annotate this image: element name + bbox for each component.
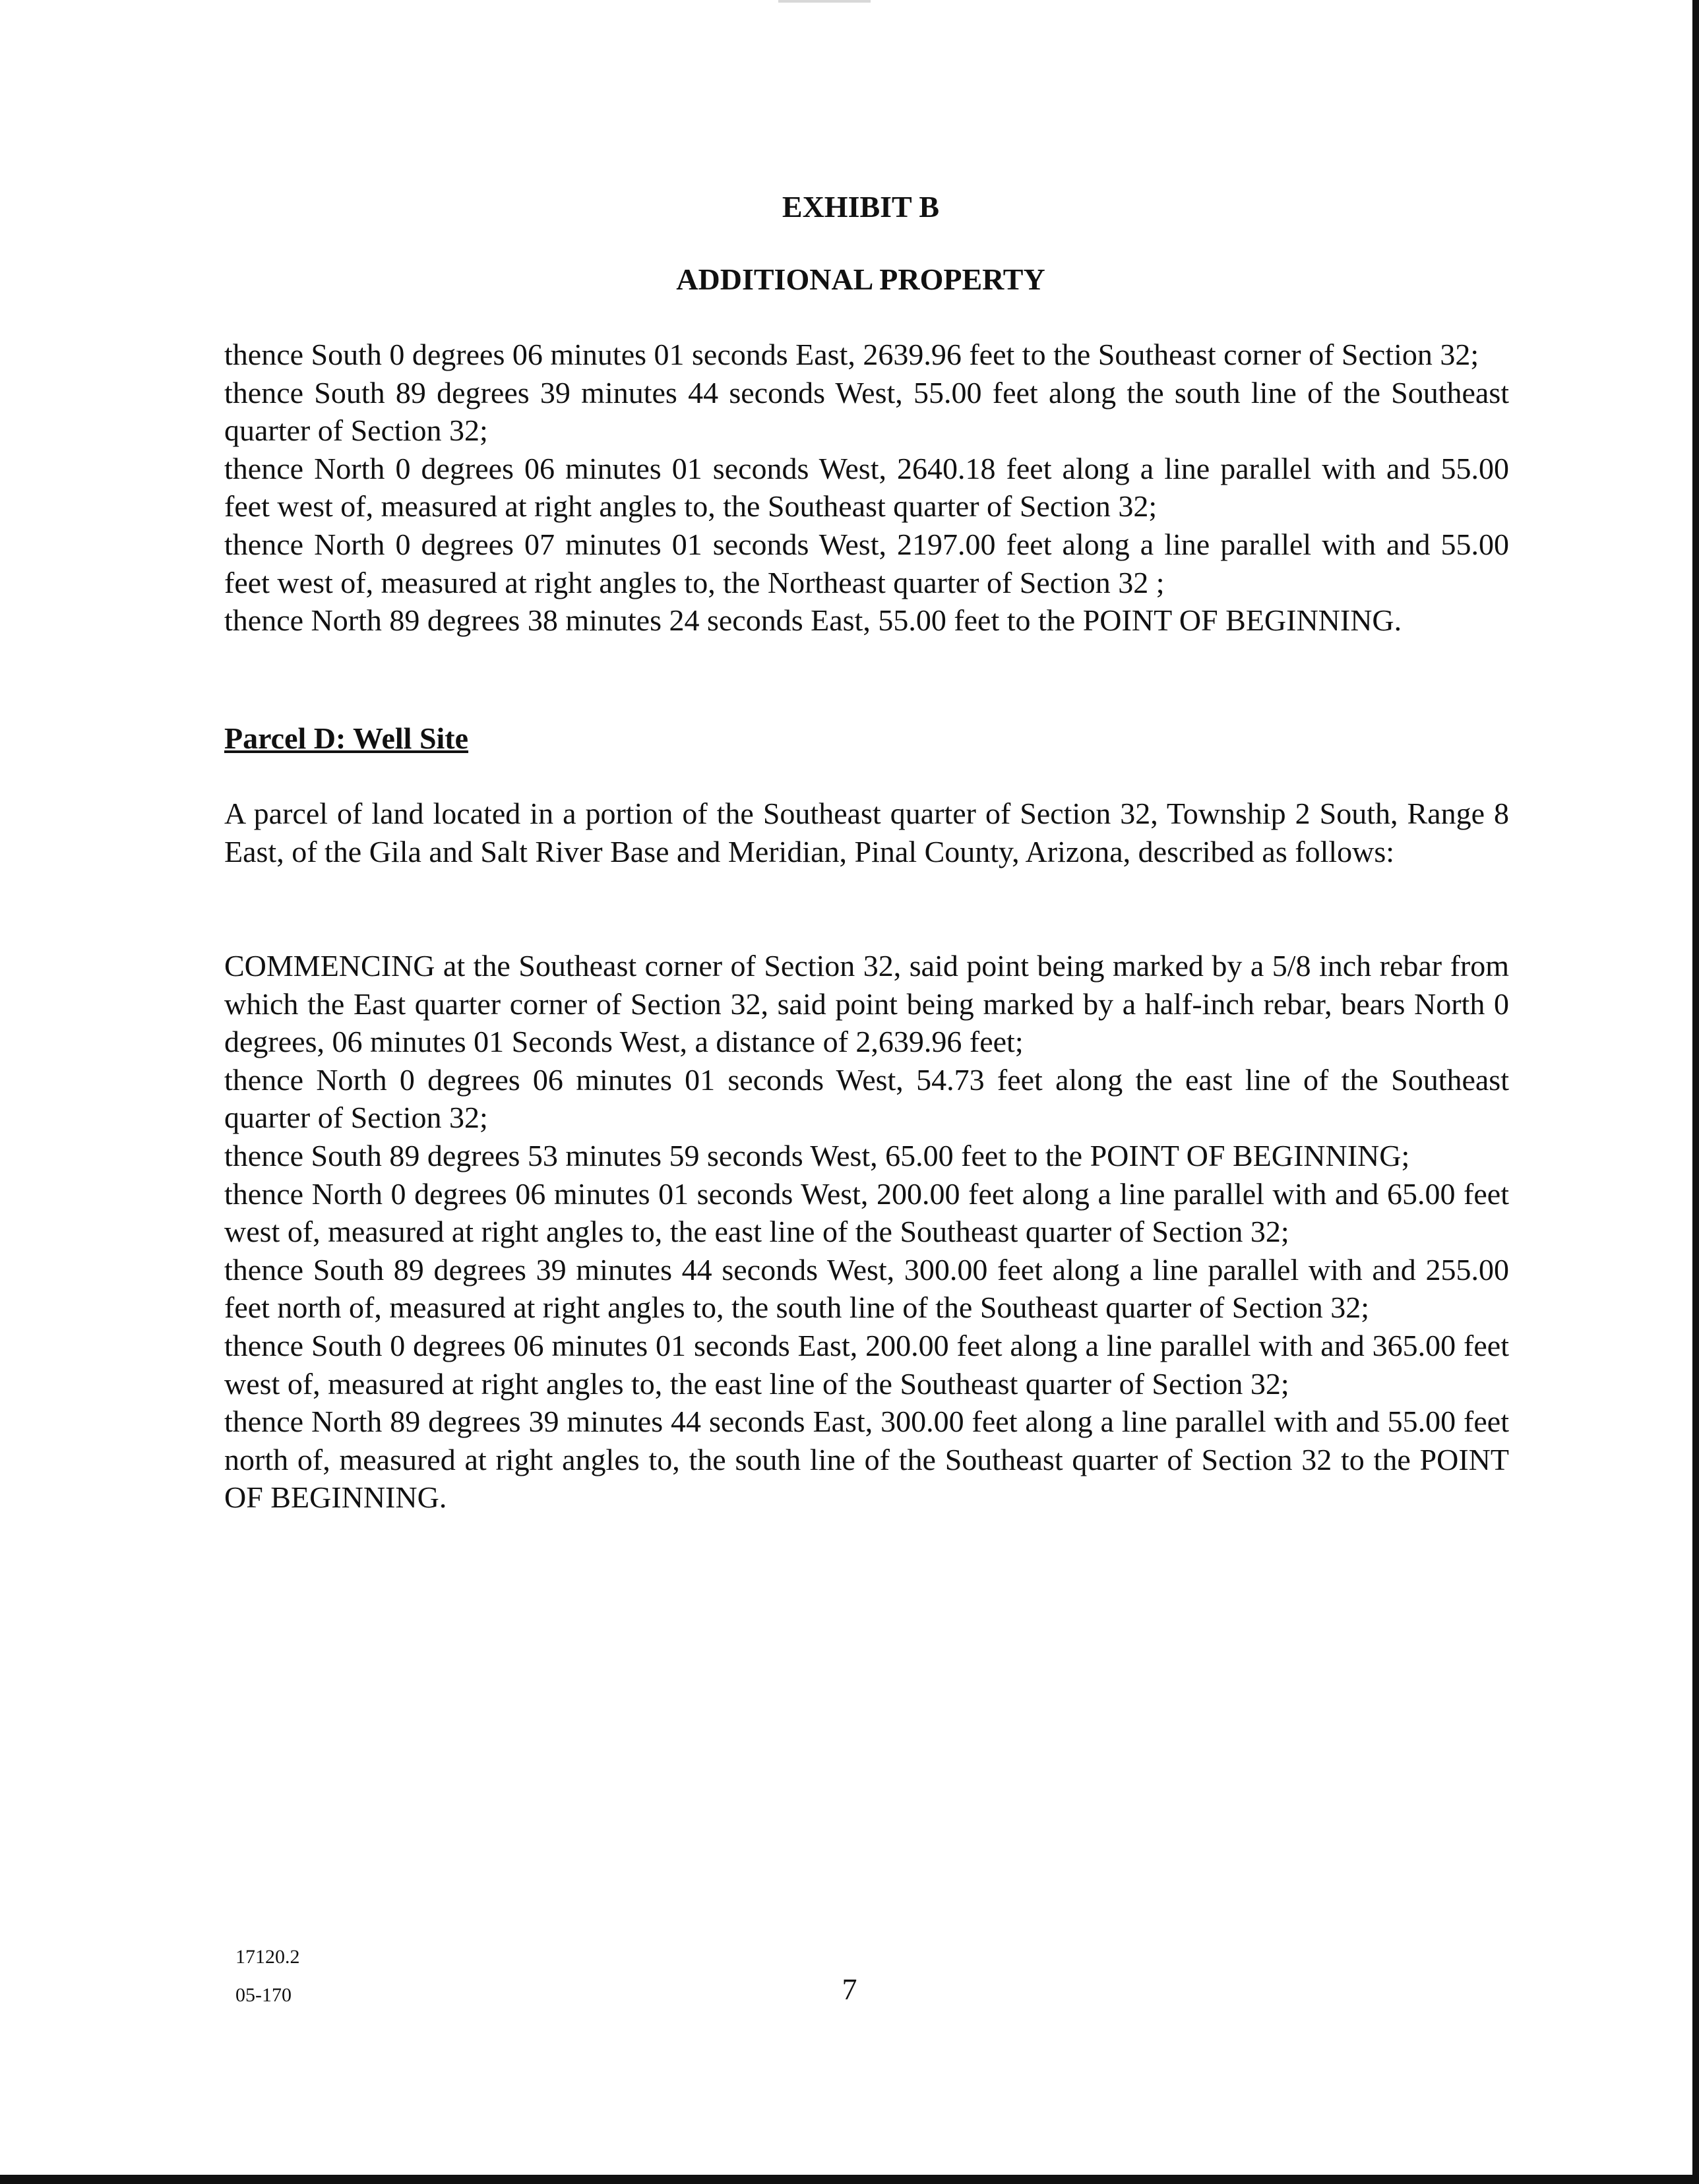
course-paragraph: thence North 0 degrees 07 minutes 01 seconds West, 2197.00 feet along a line parallel with and 55.00 feet west of, measured at right angles to, the Northeast quarter of Section 32 ; bbox=[224, 527, 1509, 599]
course-paragraph: thence North 0 degrees 06 minutes 01 seconds West, 2640.18 feet along a line parallel with and 55.00 feet west of, measured at right angles to, the Southeast quarter of Section 32; bbox=[224, 451, 1509, 524]
parcel-heading: Parcel D: Well Site bbox=[224, 721, 469, 755]
course-paragraph: thence North 0 degrees 06 minutes 01 seconds West, 54.73 feet along the east line of the Southeast quarter of Section 32; bbox=[224, 1062, 1509, 1135]
course-paragraph: COMMENCING at the Southeast corner of Section 32, said point being marked by a 5/8 inch rebar from which the East quarter corner of Section 32, said point being marked by a half-inch rebar, bears North 0 degrees, 06 minutes 01 Seconds West, a distance of 2,639.96 feet; bbox=[224, 949, 1509, 1059]
scan-border-bottom bbox=[0, 2175, 1699, 2184]
scan-speck bbox=[778, 0, 871, 3]
continued-courses bbox=[224, 336, 1509, 640]
course-paragraph: thence South 89 degrees 39 minutes 44 seconds West, 300.00 feet along a line parallel with and 255.00 feet north of, measured at right angles to, the south line of the Southeast quarter of Section 32; bbox=[224, 1252, 1509, 1325]
course-paragraph: thence North 89 degrees 39 minutes 44 seconds East, 300.00 feet along a line parallel with and 55.00 feet north of, measured at right angles to, the south line of the Southeast quarter of Section 32 to the POINT OF BEGINNING. bbox=[224, 1405, 1509, 1515]
course-paragraph: thence South 89 degrees 53 minutes 59 seconds West, 65.00 feet to the POINT OF BEGINNING; bbox=[224, 1138, 1410, 1172]
page-number: 7 bbox=[842, 1972, 857, 2006]
intro-paragraph: A parcel of land located in a portion of the Southeast quarter of Section 32, Township 2 South, Range 8 East, of the Gila and Salt River Base and Meridian, Pinal County, Arizona, described as follows: bbox=[224, 797, 1509, 868]
course-paragraph: thence North 0 degrees 06 minutes 01 seconds West, 200.00 feet along a line parallel with and 65.00 feet west of, measured at right angles to, the east line of the Southeast quarter of Section 32; bbox=[224, 1176, 1509, 1249]
document-code: 17120.2 bbox=[235, 1946, 300, 1968]
document-code: 05-170 bbox=[235, 1984, 292, 2006]
parcel-intro bbox=[224, 795, 1509, 870]
course-paragraph: thence South 0 degrees 06 minutes 01 seconds East, 200.00 feet along a line parallel with and 365.00 feet west of, measured at right angles to, the east line of the Southeast quarter of Section 32; bbox=[224, 1328, 1509, 1401]
exhibit-title: EXHIBIT B bbox=[782, 190, 940, 224]
course-paragraph: thence South 0 degrees 06 minutes 01 seconds East, 2639.96 feet to the Southeast corner of Section 32; bbox=[224, 338, 1479, 371]
course-paragraph: thence South 89 degrees 39 minutes 44 seconds West, 55.00 feet along the south line of the Southeast quarter of Section 32; bbox=[224, 375, 1509, 448]
section-title: ADDITIONAL PROPERTY bbox=[676, 262, 1045, 296]
parcel-courses bbox=[224, 947, 1509, 1517]
course-paragraph: thence North 89 degrees 38 minutes 24 seconds East, 55.00 feet to the POINT OF BEGINNING. bbox=[224, 603, 1402, 638]
scan-border-right bbox=[1692, 0, 1699, 2184]
